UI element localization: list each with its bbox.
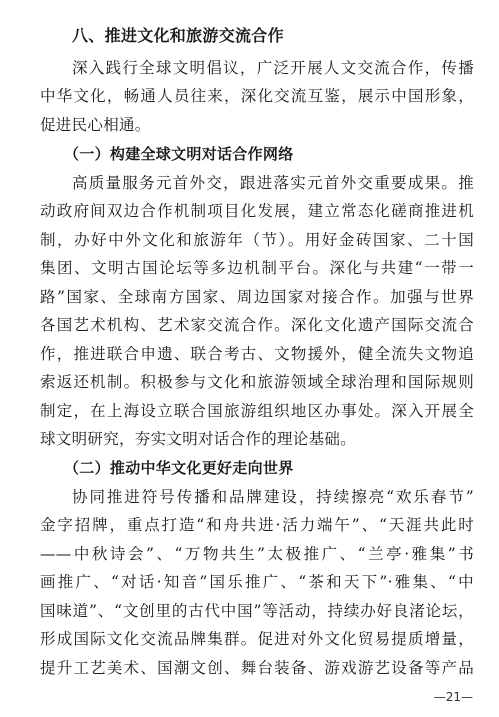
subsection-1-line-8: 索返还机制。积极参与文化和旅游领域全球治理和国际规则 <box>40 373 474 391</box>
intro-line-3: 促进民心相通。 <box>40 116 151 134</box>
intro-line-1: 深入践行全球文明倡议，广泛开展人文交流合作，传播 <box>72 59 474 77</box>
subsection-1-line-10: 球文明研究，夯实文明对话合作的理论基础。 <box>40 430 357 448</box>
subsection-1-line-1: 高质量服务元首外交，跟进落实元首外交重要成果。推 <box>72 174 474 192</box>
subsection-2-line-3: ——中秋诗会”、“万物共生”太极推广、“兰亭·雅集”书 <box>40 545 474 563</box>
subsection-1-line-4: 集团、文明古国论坛等多边机制平台。深化与共建“一带一 <box>40 259 474 277</box>
subsection-2-line-4: 画推广、“对话·知音”国乐推广、“茶和天下”·雅集、“中 <box>40 573 474 591</box>
subsection-2-line-1: 协同推进符号传播和品牌建设，持续擦亮“欢乐春节” <box>72 488 474 506</box>
subsection-1-line-5: 路”国家、全球南方国家、周边国家对接合作。加强与世界 <box>40 288 474 306</box>
subsection-1-line-3: 制，办好中外文化和旅游年（节）。用好金砖国家、二十国 <box>40 231 474 249</box>
subsection-2-heading: （二）推动中华文化更好走向世界 <box>64 459 294 477</box>
subsection-1-line-7: 作，推进联合申遗、联合考古、文物援外，健全流失文物追 <box>40 345 474 363</box>
section-heading: 八、推进文化和旅游交流合作 <box>72 26 284 45</box>
subsection-1-line-6: 各国艺术机构、艺术家交流合作。深化文化遗产国际交流合 <box>40 316 474 334</box>
subsection-2-line-2: 金字招牌，重点打造“和舟共进·活力端午”、“天涯共此时 <box>40 516 474 534</box>
subsection-2-line-6: 形成国际文化交流品牌集群。促进对外文化贸易提质增量， <box>40 630 474 648</box>
subsection-2-line-5: 国味道”、“文创里的古代中国”等活动，持续办好良渚论坛， <box>40 602 474 620</box>
subsection-2-line-7: 提升工艺美术、国潮文创、舞台装备、游戏游艺设备等产品 <box>40 659 474 677</box>
subsection-1-line-9: 制定，在上海设立联合国旅游组织地区办事处。深入开展全 <box>40 402 474 420</box>
page-number: —21— <box>433 690 473 704</box>
subsection-1-heading: （一）构建全球文明对话合作网络 <box>64 145 294 163</box>
subsection-1-line-2: 动政府间双边合作机制项目化发展，建立常态化磋商推进机 <box>40 202 474 220</box>
intro-line-2: 中华文化，畅通人员往来，深化交流互鉴，展示中国形象， <box>40 87 474 105</box>
